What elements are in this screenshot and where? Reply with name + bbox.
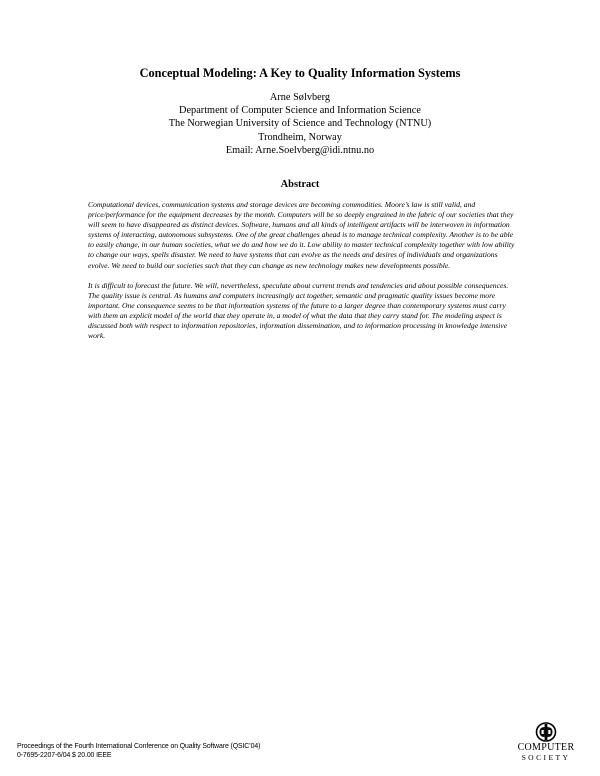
- abstract-paragraph-2: It is difficult to forecast the future. We will, nevertheless, speculate about current trends and tendencies and about possible consequences. The quality issue is central. As humans and computers increasingly act together, semantic and pragmatic quality issues become more important. One consequence seems to be that information systems of the future to a larger degree than contemporary systems must carry with them an explicit model of the world that they operate in, a model of what the data that they carry stand for. The modeling aspect is discussed both with respect to information repositories, information dissemination, and to information processing in knowledge intensive work.: [88, 280, 509, 341]
- affiliation-university: The Norwegian University of Science and Technology (NTNU): [168, 118, 432, 130]
- abstract-body: [88, 200, 518, 352]
- author-email: Email: Arne.Soelvberg@idi.ntnu.no: [225, 144, 375, 156]
- author-block: [0, 91, 600, 157]
- author-name: Arne Sølvberg: [269, 92, 331, 103]
- ieee-computer-society-logo-icon: [535, 722, 557, 742]
- affiliation-department: Department of Computer Science and Information Science: [179, 105, 421, 117]
- footer-proceedings: Proceedings of the Fourth International Conference on Quality Software (QSIC’04): [17, 743, 261, 750]
- abstract-paragraph-1: Computational devices, communication systems and storage devices are becoming commodities. Moore’s law is still valid, and price/performance for the equipment decreases by the month. Computers will be so deeply engrained in the fabric of our societies that they will seem to have disappeared as distinct devices. Software, humans and all kinds of intelligent artifacts will be interwoven in information systems of interacting, autonomous subsystems. One of the great challenges ahead is to manage technical complexity. Another is to be able to easily change, in our human societies, what we do and how we do it. Low ability to master technical complexity together with low ability to change our ways, spells disaster. We need to have systems that can evolve as the needs and desires of individuals and organizations evolve. We need to build our societies such that they can change as new technology makes new developments possible.: [88, 200, 515, 270]
- logo-text-society: SOCIETY: [521, 753, 571, 762]
- paper-title: Conceptual Modeling: A Key to Quality Information Systems: [139, 66, 461, 80]
- logo-text-computer: COMPUTER: [517, 742, 575, 753]
- affiliation-location: Trondheim, Norway: [258, 131, 342, 143]
- page-footer: [17, 742, 260, 760]
- abstract-heading: Abstract: [280, 179, 320, 190]
- footer-isbn: 0-7695-2207-6/04 $ 20.00 IEEE: [17, 752, 112, 759]
- computer-society-logo: [515, 722, 577, 774]
